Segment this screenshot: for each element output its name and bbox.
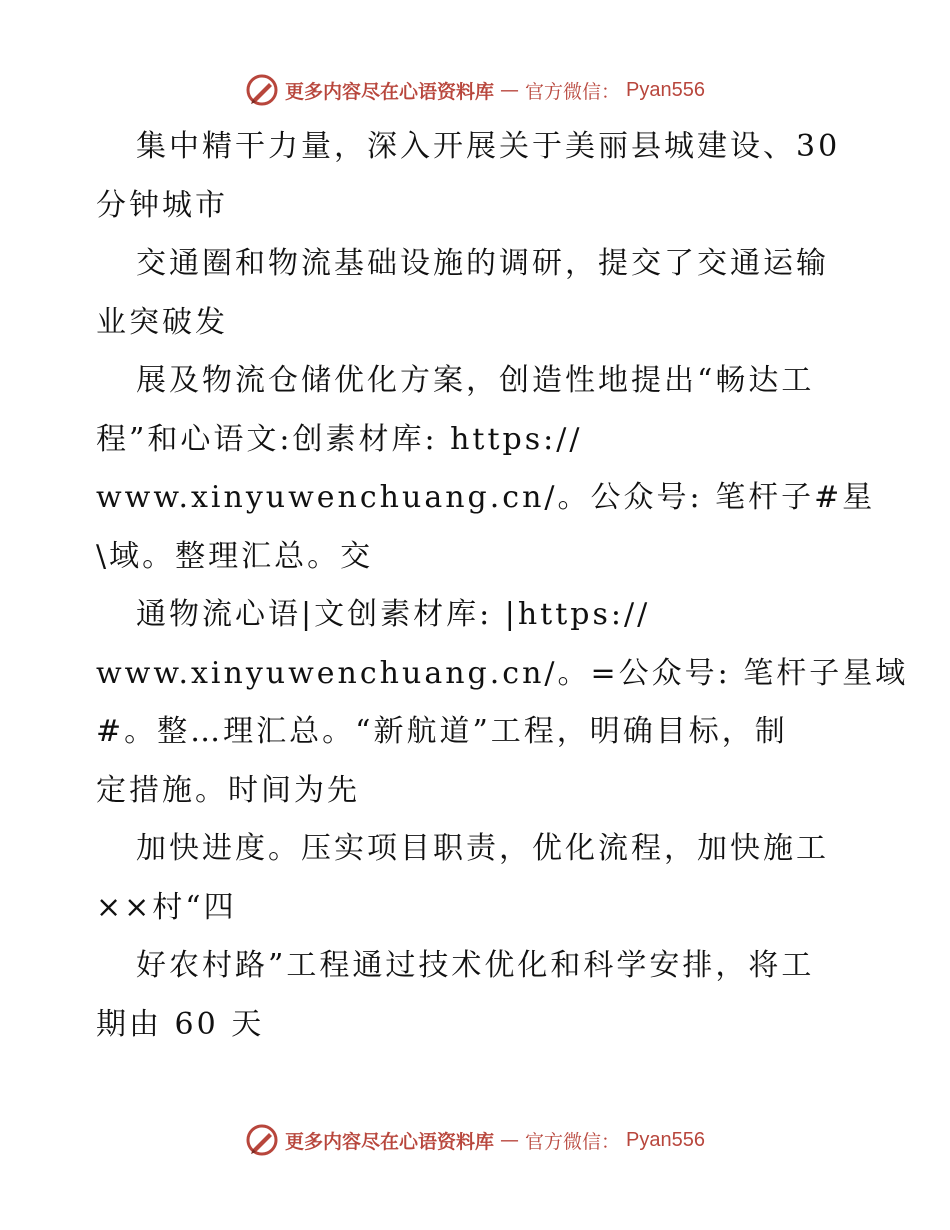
banner-wechat-id: Pyan556 [626,1128,705,1151]
body-line: 业突破发 [96,304,228,340]
banner-site-text: 更多内容尽在心语资料库 [285,1130,495,1153]
body-line: 交通圈和物流基础设施的调研，提交了交通运输 [136,246,829,281]
body-line: 定措施。时间为先 [96,772,360,808]
banner-dash: — [500,79,520,101]
body-line: 程”和心语文:创素材库: https:// [96,421,583,457]
footer-banner [0,1120,950,1160]
body-line: 集中精干力量，深入开展关于美丽县城建设、30 [136,129,841,164]
body-line: 好农村路”工程通过技术优化和科学安排，将工 [136,948,815,983]
banner-wechat-label: 官方微信： [525,80,621,103]
document-body [96,118,909,1054]
banner-dash: — [500,1129,520,1151]
body-line: 通物流心语|文创素材库: |https:// [136,597,651,632]
body-line: ××村“四 [96,889,237,925]
pen-logo-icon [245,73,279,107]
body-line: www.xinyuwenchuang.cn/。公众号: 笔杆子#星 [96,480,876,515]
body-line: 期由 60 天 [96,1006,265,1042]
banner-wechat-id: Pyan556 [626,78,705,101]
pen-logo-icon [245,1123,279,1157]
body-line: #。整…理汇总。“新航道”工程，明确目标，制 [96,714,788,749]
body-line: 展及物流仓储优化方案，创造性地提出“畅达工 [136,363,815,398]
banner-site-text: 更多内容尽在心语资料库 [285,80,495,103]
banner-wechat-label: 官方微信： [525,1130,621,1153]
body-line: www.xinyuwenchuang.cn/。=公众号: 笔杆子星域 [96,655,909,691]
header-banner [0,70,950,110]
body-line: 加快进度。压实项目职责，优化流程，加快施工 [136,831,829,866]
body-line: 分钟城市 [96,187,228,223]
body-line: \域。整理汇总。交 [96,538,374,574]
